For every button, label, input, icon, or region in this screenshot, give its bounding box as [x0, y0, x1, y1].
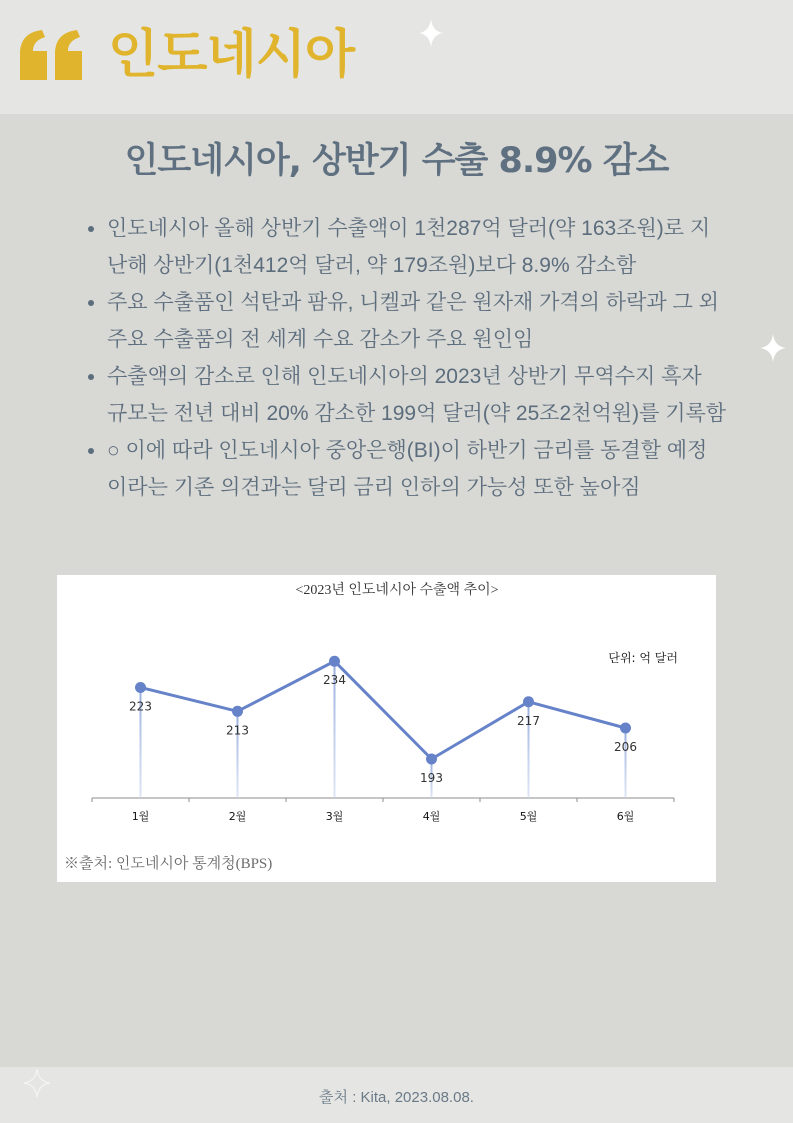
bullet-item: • ○ 이에 따라 인도네시아 중앙은행(BI)이 하반기 금리를 동결할 예정이라는 기존 의견과는 달리 금리 인하의 가능성 또한 높아짐 — [107, 432, 727, 506]
sparkle-icon — [419, 19, 443, 47]
bullet-item: • 주요 수출품인 석탄과 팜유, 니켈과 같은 원자재 가격의 하락과 그 외 주요 수출품의 전 세계 수요 감소가 주요 원인임 — [107, 284, 727, 358]
page-footer — [0, 1067, 793, 1123]
data-label: 217 — [517, 713, 540, 728]
series-line — [141, 661, 626, 759]
data-point — [135, 682, 146, 693]
data-label: 223 — [129, 699, 152, 714]
bullet-item: • 인도네시아 올해 상반기 수출액이 1천287억 달러(약 163조원)로 지난해 상반기(1천412억 달러, 약 179조원)보다 8.9% 감소함 — [107, 210, 727, 284]
sparkle-icon — [760, 334, 786, 362]
data-label: 193 — [420, 771, 443, 785]
x-tick-label: 1월 — [131, 810, 150, 823]
bullet-list — [85, 210, 727, 506]
data-point — [426, 754, 437, 765]
data-label: 206 — [614, 740, 637, 754]
page-header — [0, 0, 793, 114]
x-tick-label: 2월 — [228, 810, 247, 823]
chart-source: ※출처: 인도네시아 통계청(BPS) — [64, 856, 273, 872]
data-label: 213 — [226, 723, 249, 738]
data-point — [329, 656, 340, 667]
chart-unit: 단위: 억 달러 — [608, 651, 678, 665]
chart-panel — [57, 575, 716, 882]
quote-icon — [20, 30, 84, 80]
data-point — [523, 696, 534, 707]
drop-line — [625, 728, 627, 798]
country-title: 인도네시아 — [108, 25, 355, 85]
x-tick-label: 4월 — [422, 810, 441, 823]
chart-title: <2023년 인도네시아 수출액 추이> — [295, 583, 499, 598]
headline: 인도네시아, 상반기 수출 8.9% 감소 — [124, 141, 669, 181]
bullet-item: • 수출액의 감소로 인해 인도네시아의 2023년 상반기 무역수지 흑자 규모는 전년 대비 20% 감소한 199억 달러(약 25조2천억원)를 기록함 — [107, 358, 727, 432]
export-trend-chart — [57, 575, 716, 845]
data-label: 234 — [323, 673, 346, 688]
x-tick-label: 3월 — [325, 810, 344, 823]
footer-source: 출처 : Kita, 2023.08.08. — [319, 1089, 474, 1106]
x-tick-label: 6월 — [616, 810, 635, 823]
data-point — [232, 706, 243, 717]
x-tick-label: 5월 — [519, 810, 538, 823]
data-point — [620, 723, 631, 734]
